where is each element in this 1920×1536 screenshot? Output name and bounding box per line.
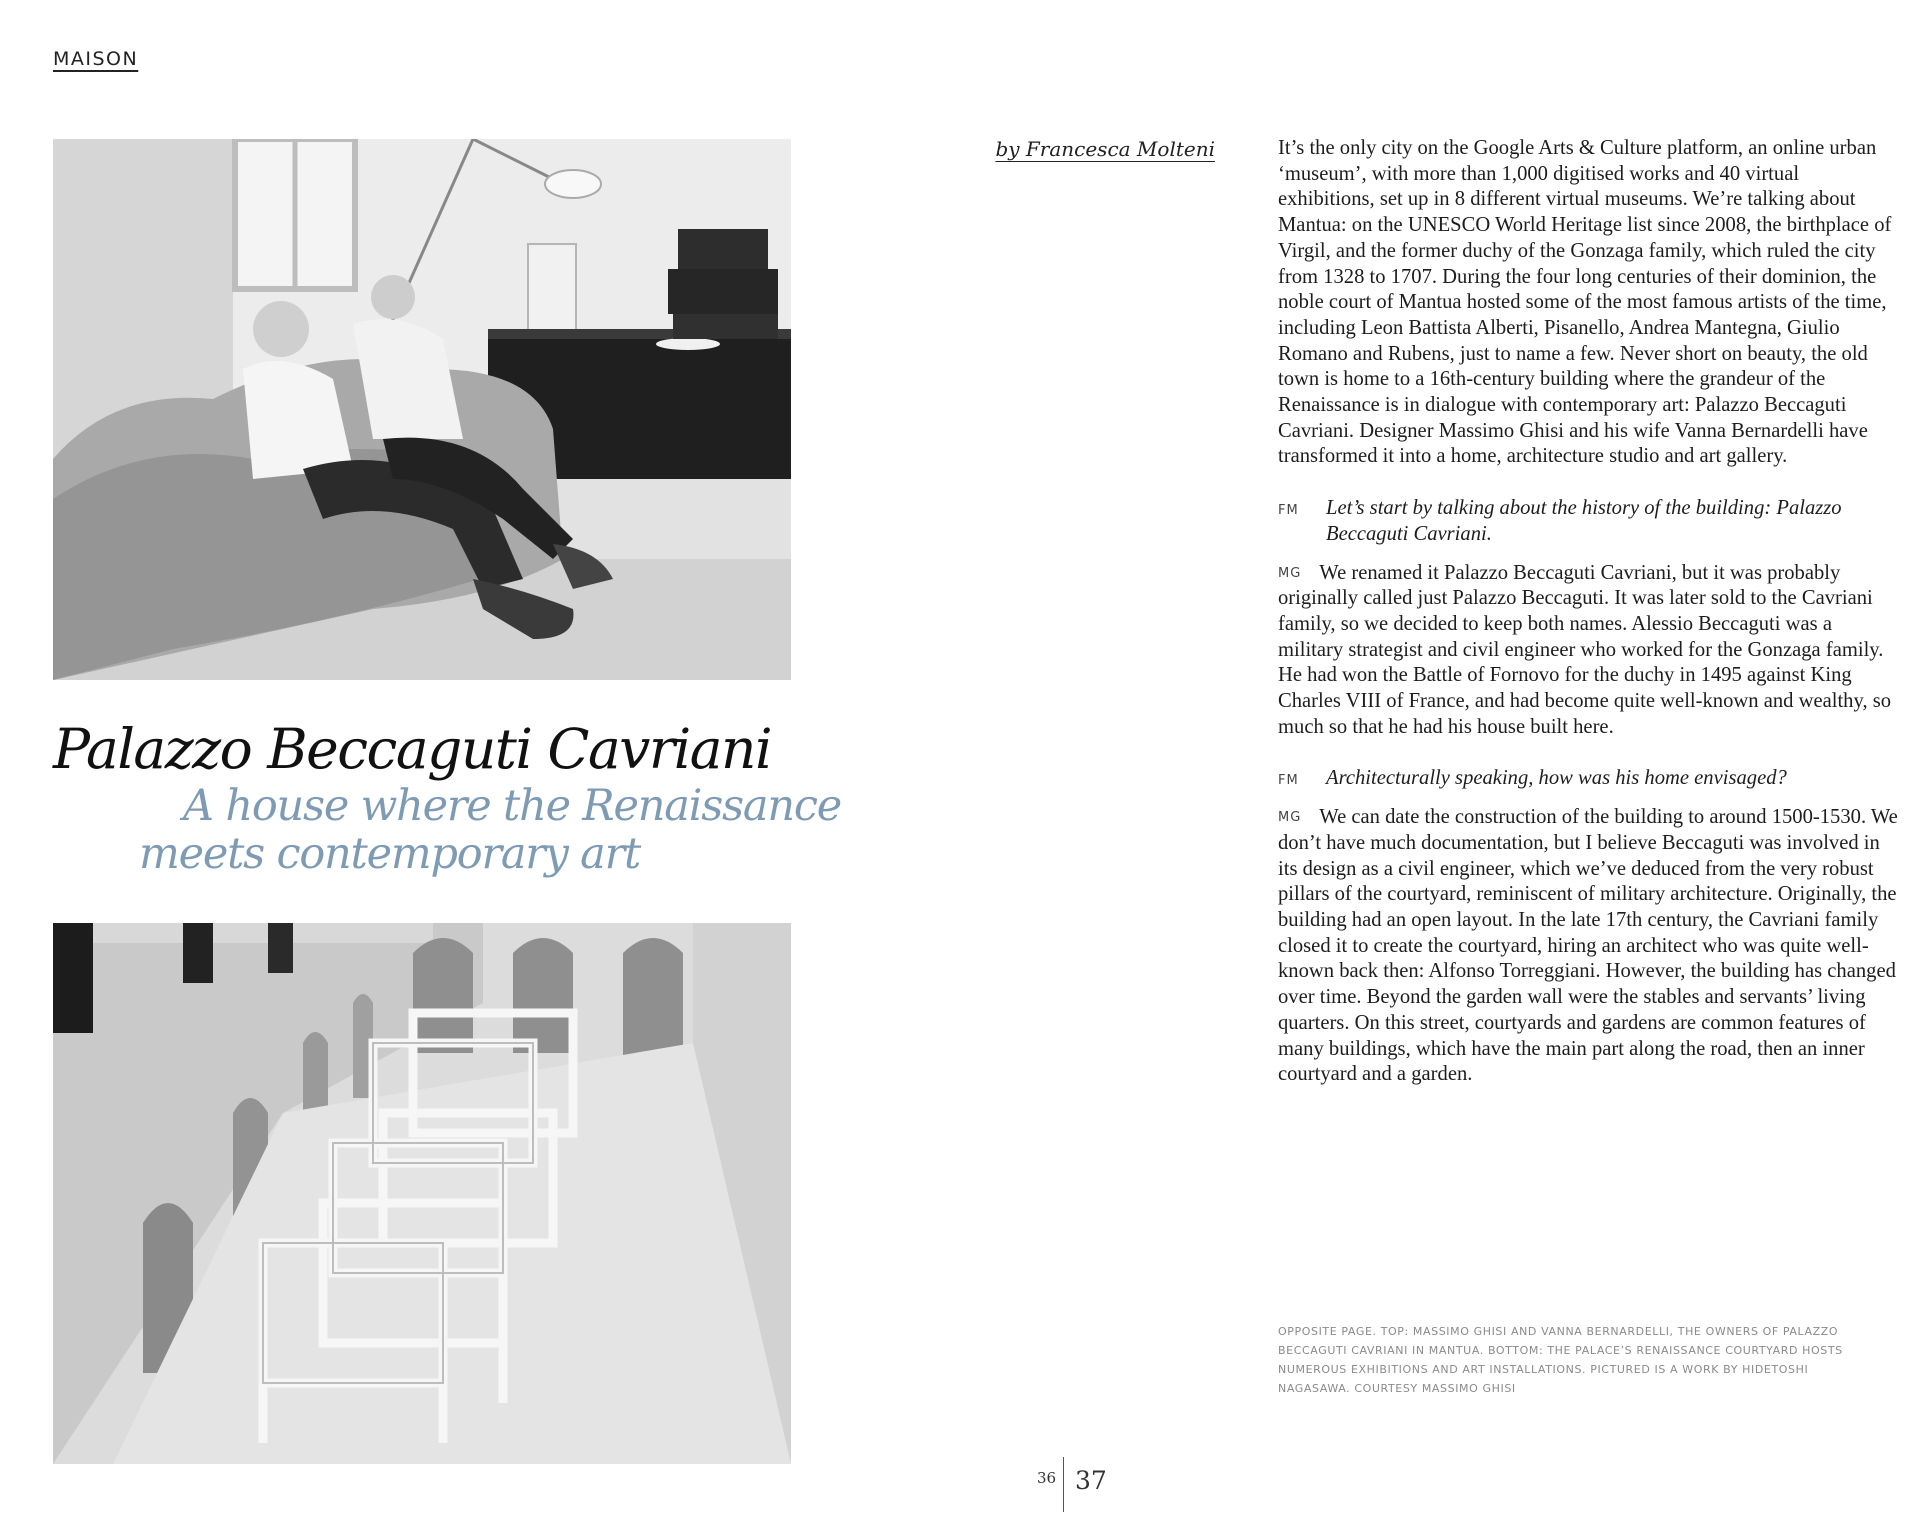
question-text: Let’s start by talking about the history of the building: Palazzo Beccaguti Cavriani. <box>1326 497 1842 545</box>
answer-text: We can date the construction of the building to around 1500-1530. We don’t have much documentation, but I believe Beccaguti was involved in its design as a civil engineer, which we’ve deduced from the very robust pillars of the courtyard, reminiscent of military architecture. Originally, the building had an open layout. In the late 17th century, the Cavriani family closed it to create the courtyard, hiring an architect who was quite well-known back then: Alfonso Torreggiani. However, the building has changed over time. Beyond the garden wall were the stables and servants’ living quarters. On this street, courtyards and gardens are common features of many buildings, which have the main part along the road, then an inner courtyard and a garden. <box>1278 806 1898 1086</box>
photo-couple-on-sofa <box>53 139 791 680</box>
photo-courtyard-sculpture <box>53 923 791 1464</box>
article-subtitle <box>53 782 841 878</box>
article-body <box>1278 136 1898 1114</box>
photo-couple-illustration <box>53 139 791 680</box>
page-number-right: 37 <box>1075 1466 1107 1495</box>
page-number-left: 36 <box>1037 1469 1057 1487</box>
subtitle-line-1: A house where the Renaissance <box>183 781 841 831</box>
photo-caption: OPPOSITE PAGE. TOP: MASSIMO GHISI AND VANNA BERNARDELLI, THE OWNERS OF PALAZZO BECCAGUTI CAVRIANI IN MANTUA. BOTTOM: THE PALACE’S RENAISSANCE COURTYARD HOSTS NUMEROUS EXHIBITIONS AND ART INSTALLATIONS. PICTURED IS A WORK BY HIDETOSHI NAGASAWA. COURTESY MASSIMO GHISI <box>1278 1325 1843 1395</box>
article-byline: by Francesca Molteni <box>995 137 1215 161</box>
page-number-divider <box>1063 1457 1064 1512</box>
answer-2 <box>1278 805 1898 1088</box>
speaker-label: FM <box>1278 503 1299 519</box>
speaker-label: MG <box>1278 565 1302 581</box>
photo-courtyard-illustration <box>53 923 791 1464</box>
intro-paragraph: It’s the only city on the Google Arts & Culture platform, an online urban ‘museum’, with more than 1,000 digitised works and 40 virtual exhibitions, set up in 8 different virtual museums. We’re talking about Mantua: on the UNESCO World Heritage list since 2008, the birthplace of Virgil, and the former duchy of the Gonzaga family, which ruled the city from 1328 to 1707. During the four long centuries of their dominion, the noble court of Mantua hosted some of the most famous artists of the time, including Leon Battista Alberti, Pisanello, Andrea Mantegna, Giulio Romano and Rubens, just to name a few. Never short on beauty, the old town is home to a 16th-century building where the grandeur of the Renaissance is in dialogue with contemporary art: Palazzo Beccaguti Cavriani. Designer Massimo Ghisi and his wife Vanna Bernardelli have transformed it into a home, architecture studio and art gallery. <box>1278 137 1892 468</box>
answer-1 <box>1278 561 1898 741</box>
speaker-label: MG <box>1278 810 1302 826</box>
answer-text: We renamed it Palazzo Beccaguti Cavriani, but it was probably originally called just Palazzo Beccaguti. It was later sold to the Cavriani family, so we decided to keep both names. Alessio Beccaguti was a military strategist and civil engineer who worked for the Gonzaga family. He had won the Battle of Fornovo for the duchy in 1495 against King Charles VIII of France, and had become quite well-known and wealthy, so much so that he had his house built here. <box>1278 561 1892 738</box>
speaker-label: FM <box>1278 773 1299 789</box>
question-1 <box>1278 496 1898 547</box>
article-title: Palazzo Beccaguti Cavriani <box>53 717 772 781</box>
question-text: Architecturally speaking, how was his home envisaged? <box>1326 767 1787 790</box>
question-2 <box>1278 766 1898 792</box>
subtitle-line-2: meets contemporary art <box>139 829 641 879</box>
section-label: MAISON <box>53 48 139 70</box>
